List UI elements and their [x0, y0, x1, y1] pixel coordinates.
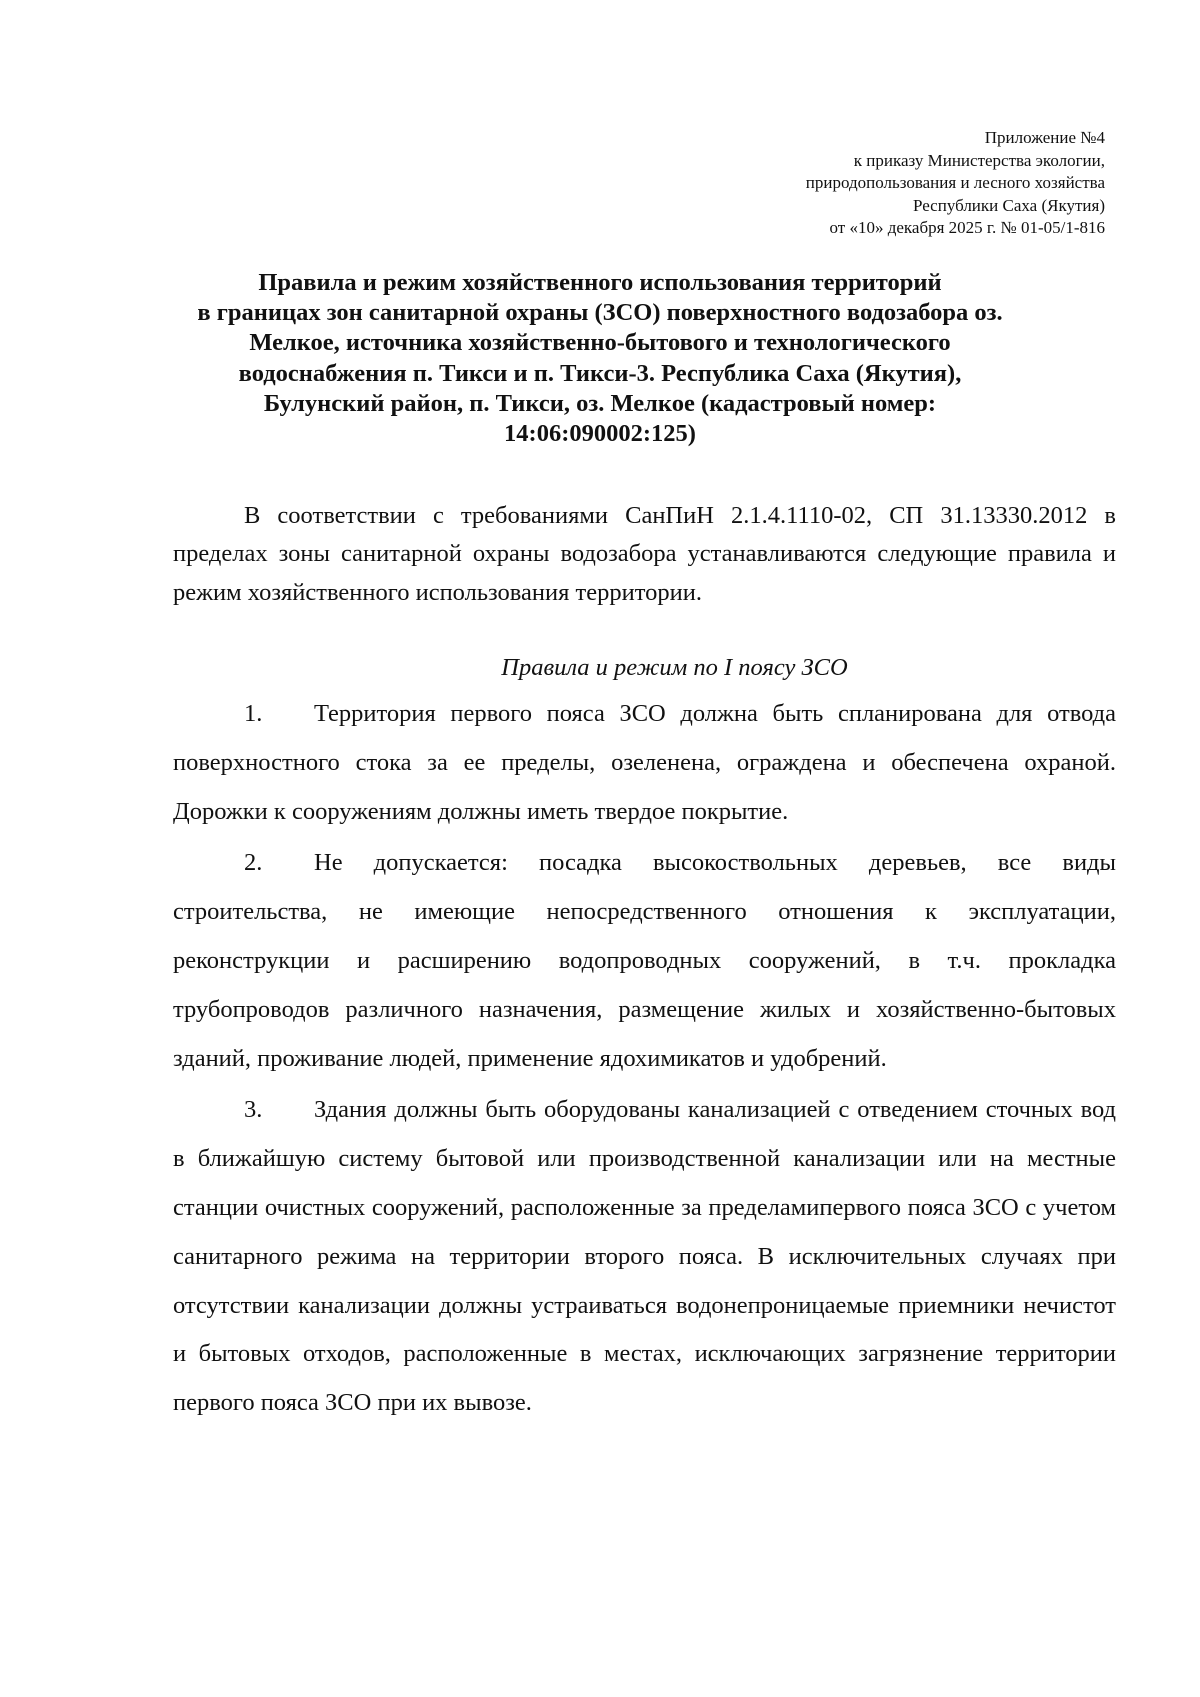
rule-text: Не допускается: посадка высокоствольных деревьев, все виды строительства, не имеющие непосредственного отношения к эксплуатации, реконструкции и расширению водопроводных сооружений, в т.ч. прокладка трубопроводов различного назначения, размещение жилых и хозяйственно-бытовых зданий, проживание людей, применение ядохимикатов и удобрений.: [173, 849, 1116, 1072]
title-line: в границах зон санитарной охраны (ЗСО) поверхностного водозабора оз.: [197, 299, 1003, 327]
section-heading: Правила и режим по I поясу ЗСО: [501, 654, 848, 681]
rule-item: [173, 839, 1116, 1083]
intro-paragraph: В соответствии с требованиями СанПиН 2.1.4.1110-02, СП 31.13330.2012 в пределах зоны санитарной охраны водозабора устанавливаются следующие правила и режим хозяйственного использования территории.: [173, 502, 1116, 606]
title-line: 14:06:090002:125): [504, 420, 696, 448]
rule-number: 3.: [244, 1096, 263, 1124]
appendix-line: Республики Саха (Якутия): [912, 195, 1105, 215]
rule-text: Здания должны быть оборудованы канализацией с отведением сточных вод в ближайшую систему бытовой или производственной канализации или на местные станции очистных сооружений, расположенные за пределамипервого пояса ЗСО с учетом санитарного режима на территории второго пояса. В исключительных случаях при отсутствии канализации должны устраиваться водонепроницаемые приемники нечистот и бытовых отходов, расположенные в местах, исключающих загрязнение территории первого пояса ЗСО при их вывозе.: [173, 1096, 1116, 1417]
title-line: Мелкое, источника хозяйственно-бытового и технологического: [249, 329, 951, 357]
rule-number: 1.: [244, 700, 263, 727]
document-title: [140, 268, 1060, 449]
appendix-line: к приказу Министерства экологии,: [853, 150, 1105, 170]
rule-number: 2.: [244, 849, 263, 877]
title-line: Правила и режим хозяйственного использования территорий: [258, 269, 942, 296]
intro-section: [173, 497, 1116, 612]
title-line: водоснабжения п. Тикси и п. Тикси-3. Республика Саха (Якутия),: [238, 359, 962, 387]
appendix-line: природопользования и лесного хозяйства: [805, 173, 1105, 192]
appendix-reference: [505, 127, 1105, 240]
rules-list: [173, 690, 1116, 1428]
appendix-line: Приложение №4: [984, 128, 1105, 147]
rule-item: [173, 690, 1116, 836]
title-line: Булунский район, п. Тикси, оз. Мелкое (кадастровый номер:: [263, 389, 937, 417]
appendix-line: от «10» декабря 2025 г. № 01-05/1-816: [829, 218, 1105, 237]
rule-text: Территория первого пояса ЗСО должна быть спланирована для отвода поверхностного стока за ее пределы, озеленена, ограждена и обеспечена охраной. Дорожки к сооружениям должны иметь твердое покрытие.: [173, 700, 1116, 825]
rule-item: [173, 1086, 1116, 1428]
